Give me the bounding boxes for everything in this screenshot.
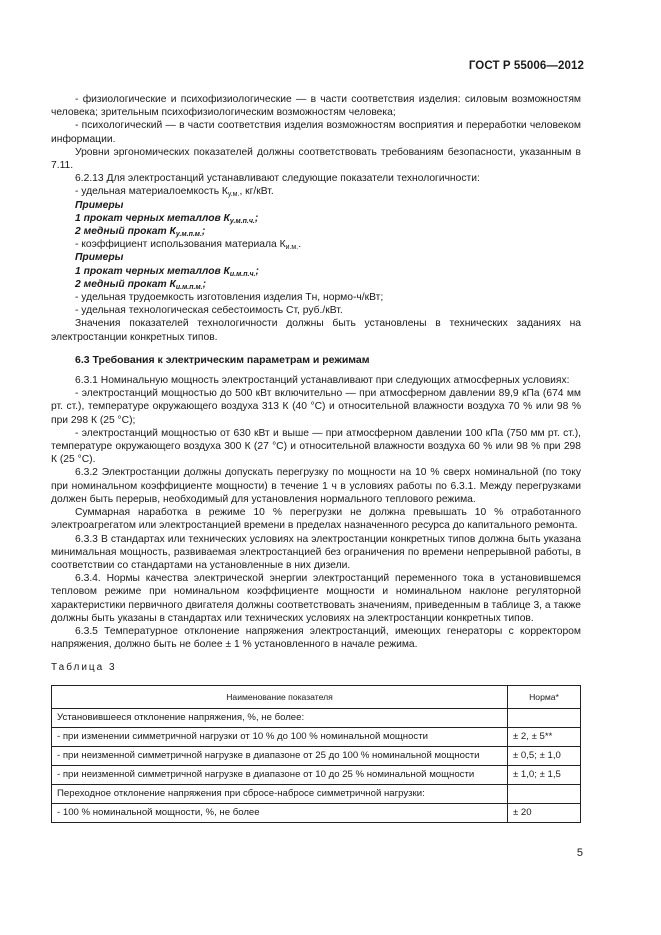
- paragraph: - удельная технологическая себестоимость Ст, руб./кВт.: [75, 305, 343, 317]
- table-row: [52, 803, 581, 822]
- document-code: ГОСТ Р 55006—2012: [468, 60, 584, 72]
- paragraph: - электростанций мощностью до 500 кВт включительно — при атмосферном давлении 89,9 кПа (674 мм рт. ст.), температуре окружающего воздуха 313 К (40 °С) и относительной влажности воздуха 70 % или 98 % при 298 К (25 °С);: [51, 388, 581, 426]
- example-item: 2 медный прокат $К_{и.м.п.м.}$;: [75, 278, 206, 291]
- examples-title: Примеры: [75, 252, 124, 264]
- table-cell-name: - при изменении симметричной нагрузки от 10 % до 100 % номинальной мощности: [52, 727, 508, 746]
- paragraph: - удельная трудоемкость изготовления изделия Тн, нормо-ч/кВт;: [75, 292, 384, 304]
- table-cell-name: - 100 % номинальной мощности, %, не более: [52, 803, 508, 822]
- table-cell-norm: ± 20: [508, 803, 581, 822]
- example-item: 2 медный прокат $К_{у.м.п.м.}$;: [75, 226, 206, 239]
- table-cell-norm: [508, 708, 581, 727]
- paragraph-6-3-1: 6.3.1 Номинальную мощность электростанций устанавливают при следующих атмосферных условиях:: [75, 375, 570, 387]
- section-heading: 6.3 Требования к электрическим параметрам и режимам: [75, 353, 370, 366]
- paragraph: - психологический — в части соответствия изделия возможностям восприятия и переработки человеком информации.: [51, 120, 581, 145]
- norms-table: [51, 685, 581, 823]
- table-header-row: [52, 685, 581, 708]
- example-item: 1 прокат черных металлов $К_{и.м.п.ч.}$;: [75, 265, 259, 278]
- table-cell-norm: ± 2, ± 5**: [508, 727, 581, 746]
- paragraph: Уровни эргономических показателей должны соответствовать требованиям безопасности, указанным в 7.11.: [51, 146, 581, 172]
- paragraph-material-use: - коэффициент использования материала $К_{и.м.}$.: [75, 239, 302, 252]
- table-cell-norm: ± 0,5; ± 1,0: [508, 746, 581, 765]
- table-caption: Таблица 3: [51, 662, 117, 674]
- paragraph: - электростанций мощностью от 630 кВт и выше — при атмосферном давлении 100 кПа (750 мм рт. ст.), температуре окружающего воздуха 300 К (27 °С) и относительной влажности воздуха 60 % или 98 % при 298 К (25 °С).: [51, 427, 581, 466]
- paragraph: Значения показателей технологичности должны быть установлены в технических заданиях на электростанции конкретных типов.: [51, 318, 581, 343]
- examples-title: Примеры: [75, 199, 124, 211]
- table-row: [52, 708, 581, 727]
- page-number: 5: [576, 847, 583, 859]
- table-cell-norm: ± 1,0; ± 1,5: [508, 765, 581, 784]
- paragraph-6-3-3: 6.3.3 В стандартах или технических условиях на электростанции конкретных типов должна быть указана минимальная мощность, развиваемая электростанцией без ограничения по времени непрерывной работы, в соответствии со стандартами на установленные в них дизели.: [51, 533, 581, 571]
- column-header-name: Наименование показателя: [52, 685, 508, 708]
- table-row: [52, 746, 581, 765]
- paragraph-6-3-5: 6.3.5 Температурное отклонение напряжения электростанций, имеющих генераторы с корректором напряжения, должно быть не более ± 1 % установленного в начале режима.: [51, 625, 581, 651]
- paragraph-6-3-2: 6.3.2 Электростанции должны допускать перегрузку по мощности на 10 % сверх номинальной (по току при номинальном коэффициенте мощности) в течение 1 ч в условиях работы по 6.3.1. Между перегрузками должен быть перерыв, необходимый для установления нормального теплового режима.: [51, 467, 581, 505]
- paragraph-6-3-4: 6.3.4. Нормы качества электрической энергии электростанций переменного тока в установившемся тепловом режиме при номинальном коэффициенте мощности и номинальном наклоне регуляторной характеристики первичного двигателя должны соответствовать значениям, приведенным в таблице 3, а также должны быть указаны в стандартах или технических условиях на электростанции конкретных типов.: [51, 573, 581, 624]
- page-body: [51, 93, 581, 823]
- table-row: [52, 727, 581, 746]
- table-cell-name: - при неизменной симметричной нагрузке в диапазоне от 10 до 25 % номинальной мощности: [52, 765, 508, 784]
- column-header-norm: Норма*: [508, 685, 581, 708]
- table-row: [52, 784, 581, 803]
- table-cell-name: Установившееся отклонение напряжения, %, не более:: [52, 708, 508, 727]
- table-cell-name: - при неизменной симметричной нагрузке в диапазоне от 25 до 100 % номинальной мощности: [52, 746, 508, 765]
- table-cell-name: Переходное отклонение напряжения при сбросе-набросе симметричной нагрузки:: [52, 784, 508, 803]
- table-cell-norm: [508, 784, 581, 803]
- table-row: [52, 765, 581, 784]
- paragraph-material-intensity: - удельная материалоемкость $К_{у.м.}$, кг/кВт.: [75, 186, 274, 199]
- paragraph: Суммарная наработка в режиме 10 % перегрузки не должна превышать 10 % отработанного электроагрегатом или электростанцией времени в пределах назначенного ресурса до капитального ремонта.: [51, 507, 581, 532]
- paragraph: - физиологические и психофизиологические — в части соответствия изделия: силовым возможностям человека; зрительным психофизиологическим возможностям человека;: [51, 94, 581, 119]
- paragraph-6-2-13: 6.2.13 Для электростанций устанавливают следующие показатели технологичности:: [75, 173, 480, 185]
- example-item: 1 прокат черных металлов $К_{у.м.п.ч.}$;: [75, 212, 259, 225]
